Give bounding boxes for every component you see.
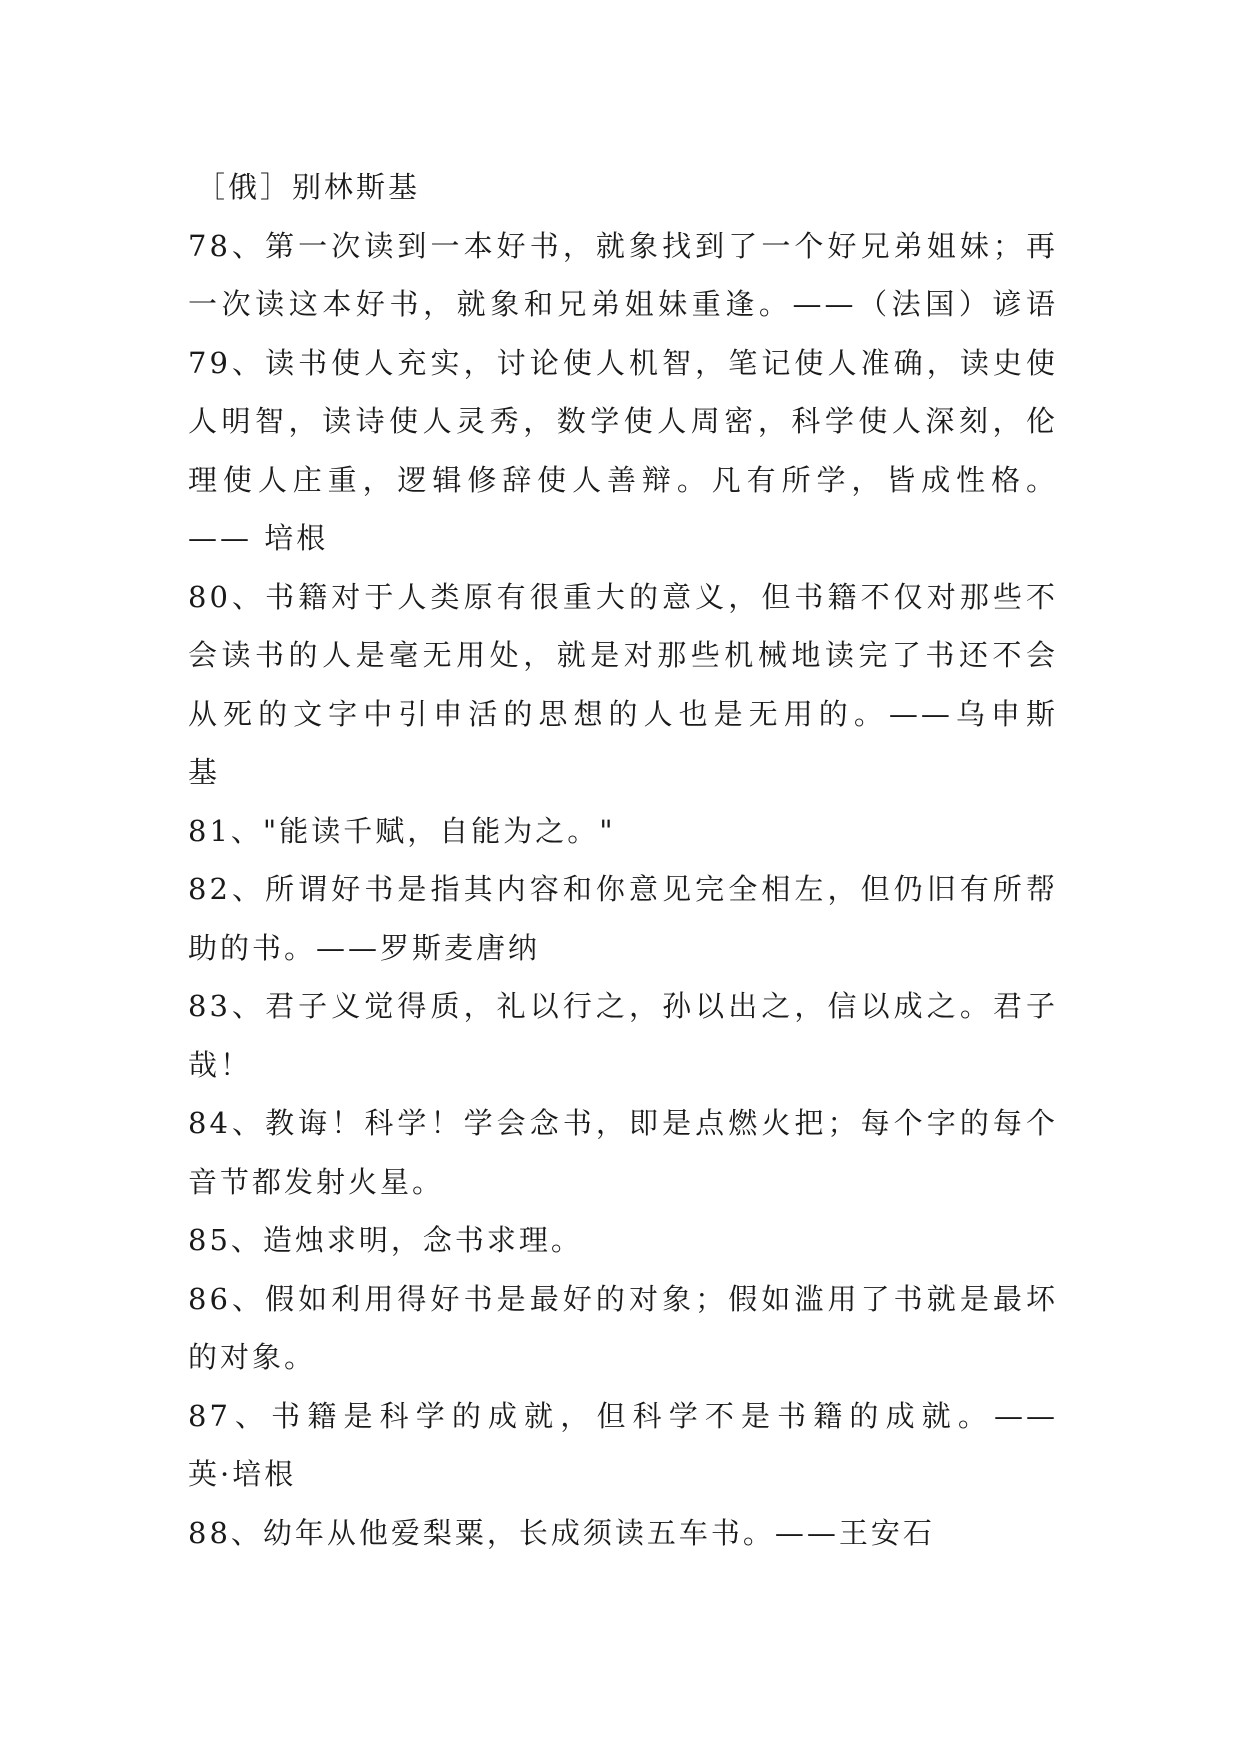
text-line: 会读书的人是毫无用处，就是对那些机械地读完了书还不会 bbox=[188, 638, 1058, 672]
text-line: 81、"能读千赋，自能为之。" bbox=[188, 813, 616, 848]
text-line: 一次读这本好书，就象和兄弟姐妹重逢。——（法国）谚语 bbox=[188, 287, 1058, 321]
text-line: 86、假如利用得好书是最好的对象；假如滥用了书就是最坏 bbox=[188, 1281, 1058, 1316]
text-line: 人明智，读诗使人灵秀，数学使人周密，科学使人深刻，伦 bbox=[188, 404, 1058, 438]
document-body bbox=[188, 158, 1058, 1562]
text-line: 82、所谓好书是指其内容和你意见完全相左，但仍旧有所帮 bbox=[188, 872, 1058, 906]
text-line: 哉！ bbox=[188, 1047, 253, 1082]
text-line: 84、教诲！科学！学会念书，即是点燃火把；每个字的每个 bbox=[188, 1106, 1058, 1140]
text-line: 79、读书使人充实，讨论使人机智，笔记使人准确，读史使 bbox=[188, 345, 1058, 380]
text-line: 音节都发射火星。 bbox=[188, 1164, 445, 1199]
text-line: 基 bbox=[188, 755, 221, 789]
text-line: 85、造烛求明，念书求理。 bbox=[188, 1223, 583, 1257]
text-line: 从死的文字中引申活的思想的人也是无用的。——乌申斯 bbox=[188, 696, 1058, 731]
text-line: 助的书。——罗斯麦唐纳 bbox=[188, 930, 541, 965]
text-line: —— 培根 bbox=[188, 521, 329, 555]
text-line: 87、书籍是科学的成就，但科学不是书籍的成就。—— bbox=[188, 1398, 1058, 1433]
text-line: 英·培根 bbox=[188, 1457, 297, 1491]
text-line: 88、幼年从他爱梨粟，长成须读五车书。——王安石 bbox=[188, 1515, 935, 1550]
text-line: ［俄］别林斯基 bbox=[196, 170, 421, 204]
text-line: 理使人庄重，逻辑修辞使人善辩。凡有所学，皆成性格。 bbox=[188, 462, 1058, 497]
text-line: 78、第一次读到一本好书，就象找到了一个好兄弟姐妹；再 bbox=[188, 228, 1058, 263]
text-line: 80、书籍对于人类原有很重大的意义，但书籍不仅对那些不 bbox=[188, 579, 1058, 614]
text-line: 的对象。 bbox=[188, 1340, 317, 1374]
text-line: 83、君子义觉得质，礼以行之，孙以出之，信以成之。君子 bbox=[188, 989, 1058, 1023]
